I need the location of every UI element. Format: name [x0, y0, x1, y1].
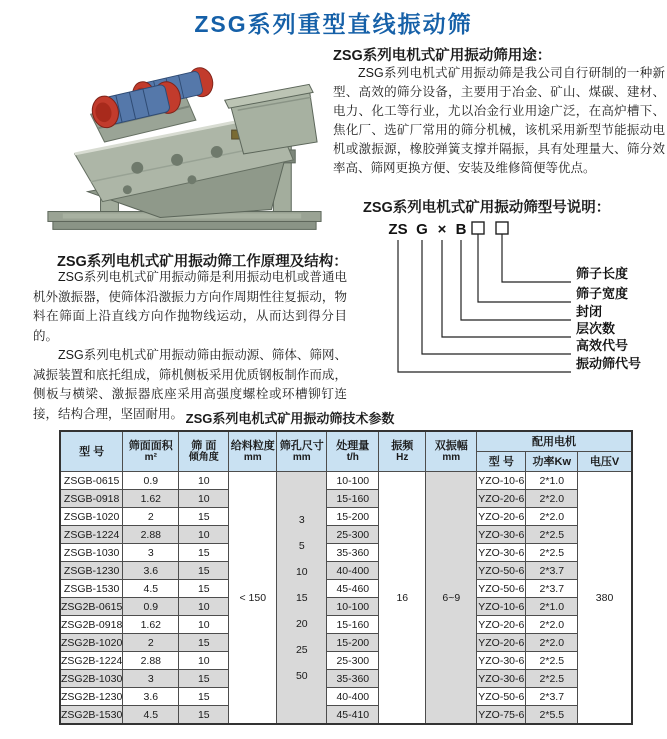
spec-table-body	[60, 472, 632, 725]
cell-motor-power: 2*1.0	[526, 472, 578, 490]
model-label-screencode: 振动筛代号	[576, 356, 642, 371]
cell-capacity: 10-100	[327, 598, 379, 616]
cell-model: ZSG2B-1224	[60, 652, 123, 670]
cell-incline: 15	[179, 562, 229, 580]
model-box-1-icon	[472, 222, 484, 234]
cell-capacity: 15-160	[327, 616, 379, 634]
table-row	[60, 652, 632, 670]
spec-table-head	[60, 431, 632, 472]
cell-model: ZSG2B-1530	[60, 706, 123, 725]
cell-motor-power: 2*3.7	[526, 688, 578, 706]
table-row	[60, 598, 632, 616]
table-row	[60, 526, 632, 544]
cell-frequency-merged: 16	[379, 472, 426, 725]
model-designation-heading: ZSG系列电机式矿用振动筛型号说明：	[363, 200, 611, 216]
cell-motor-model: YZO-20-6	[477, 490, 526, 508]
cell-motor-power: 2*2.5	[526, 670, 578, 688]
header-motor-model: 型 号	[477, 452, 526, 472]
cell-capacity: 35-360	[327, 670, 379, 688]
cell-area: 4.5	[123, 706, 179, 725]
cell-incline: 15	[179, 670, 229, 688]
cell-model: ZSG2B-1230	[60, 688, 123, 706]
table-row	[60, 616, 632, 634]
table-row	[60, 580, 632, 598]
cell-motor-model: YZO-30-6	[477, 526, 526, 544]
cell-area: 3	[123, 670, 179, 688]
cell-motor-model: YZO-10-6	[477, 598, 526, 616]
model-symbol-x: ×	[437, 221, 447, 238]
cell-model: ZSG2B-0615	[60, 598, 123, 616]
cell-incline: 15	[179, 508, 229, 526]
spec-table-title: ZSG系列电机式矿用振动筛技术参数	[185, 411, 395, 426]
cell-area: 2	[123, 634, 179, 652]
cell-motor-power: 2*2.5	[526, 652, 578, 670]
cell-motor-power: 2*1.0	[526, 598, 578, 616]
cell-motor-power: 2*2.0	[526, 490, 578, 508]
cell-incline: 15	[179, 580, 229, 598]
table-row	[60, 544, 632, 562]
model-symbol-g: G	[416, 221, 428, 238]
cell-motor-power: 2*3.7	[526, 562, 578, 580]
cell-incline: 15	[179, 688, 229, 706]
model-designation-diagram	[363, 214, 665, 390]
cell-mesh-size-merged: 3 5 10 15 20 25 50	[277, 472, 327, 725]
cell-area: 3.6	[123, 688, 179, 706]
cell-motor-power: 2*3.7	[526, 580, 578, 598]
cell-model: ZSGB-1230	[60, 562, 123, 580]
table-row	[60, 688, 632, 706]
cell-feed-size-merged: < 150	[229, 472, 277, 725]
cell-area: 2.88	[123, 652, 179, 670]
header-frequency: 振频 Hz	[379, 431, 426, 472]
table-row	[60, 508, 632, 526]
cell-area: 0.9	[123, 472, 179, 490]
cell-motor-power: 2*2.0	[526, 616, 578, 634]
model-symbol-b: B	[455, 221, 467, 238]
machine-photo	[33, 42, 331, 242]
model-label-width: 筛子宽度	[576, 286, 629, 301]
cell-incline: 10	[179, 472, 229, 490]
cell-model: ZSGB-1030	[60, 544, 123, 562]
cell-motor-power: 2*2.0	[526, 634, 578, 652]
header-mesh-size: 筛孔尺寸 mm	[277, 431, 327, 472]
cell-motor-power: 2*2.0	[526, 508, 578, 526]
cell-motor-model: YZO-75-6	[477, 706, 526, 725]
usage-body	[333, 64, 665, 178]
cell-capacity: 40-400	[327, 688, 379, 706]
cell-motor-model: YZO-30-6	[477, 670, 526, 688]
cell-incline: 10	[179, 616, 229, 634]
principle-heading: ZSG系列电机式矿用振动筛工作原理及结构：	[57, 254, 348, 270]
cell-incline: 15	[179, 706, 229, 725]
cell-capacity: 25-300	[327, 652, 379, 670]
cell-capacity: 15-200	[327, 634, 379, 652]
cell-area: 3.6	[123, 562, 179, 580]
cell-capacity: 15-160	[327, 490, 379, 508]
table-row	[60, 472, 632, 490]
cell-motor-model: YZO-50-6	[477, 562, 526, 580]
cell-motor-model: YZO-20-6	[477, 508, 526, 526]
header-area: 筛面面积 m²	[123, 431, 179, 472]
cell-area: 2	[123, 508, 179, 526]
cell-motor-model: YZO-30-6	[477, 544, 526, 562]
cell-area: 1.62	[123, 616, 179, 634]
model-label-layers: 层次数	[576, 321, 616, 336]
table-row	[60, 670, 632, 688]
header-motor-voltage: 电压V	[578, 452, 632, 472]
cell-capacity: 40-400	[327, 562, 379, 580]
cell-incline: 10	[179, 526, 229, 544]
cell-incline: 15	[179, 634, 229, 652]
cell-motor-power: 2*2.5	[526, 526, 578, 544]
cell-area: 0.9	[123, 598, 179, 616]
cell-incline: 15	[179, 544, 229, 562]
usage-heading: ZSG系列电机式矿用振动筛用途：	[333, 48, 552, 64]
cell-model: ZSG2B-0918	[60, 616, 123, 634]
cell-capacity: 15-200	[327, 508, 379, 526]
cell-motor-model: YZO-50-6	[477, 688, 526, 706]
principle-paragraph-1: ZSG系列电机式矿用振动筛是利用振动电机或普通电机外激振器，使筛体沿激振力方向作周期性往复振动，物料在筛面上沿直线方向作抛物线运动，从而达到得分目的。	[33, 270, 347, 343]
cell-motor-model: YZO-20-6	[477, 616, 526, 634]
model-label-efficiency: 高效代号	[576, 338, 629, 353]
page-title: ZSG系列重型直线振动筛	[194, 11, 473, 37]
cell-incline: 10	[179, 598, 229, 616]
cell-model: ZSGB-1530	[60, 580, 123, 598]
cell-motor-model: YZO-30-6	[477, 652, 526, 670]
cell-capacity: 35-360	[327, 544, 379, 562]
usage-paragraph: ZSG系列电机式矿用振动筛是我公司自行研制的一种新型、高效的筛分设备，主要用于冶金、矿山、煤碳、建材、电力、化工等行业，尤以冶金行业用途广泛，在高炉槽下、焦化厂、选矿厂常用的筛分机械，该机采用新型节能振动电机或激振源，橡胶弹簧支撑并隔振，具有处理量大、筛分效率高、筛网更换方便、安装及维修简便等优点。	[333, 66, 665, 175]
principle-paragraph-2: ZSG系列电机式矿用振动筛由振动源、筛体、筛网、减振装置和底托组成，筛机侧板采用优质钢板制作而成，侧板与横梁、激振器底座采用高强度螺栓或环槽铆钉连接，结构合理，坚固耐用。	[33, 348, 347, 421]
cell-capacity: 45-410	[327, 706, 379, 725]
cell-model: ZSG2B-1030	[60, 670, 123, 688]
cell-motor-model: YZO-50-6	[477, 580, 526, 598]
header-model: 型 号	[60, 431, 123, 472]
header-feed-size: 给料粒度 mm	[229, 431, 277, 472]
cell-capacity: 25-300	[327, 526, 379, 544]
principle-body	[33, 268, 347, 424]
table-row	[60, 562, 632, 580]
cell-area: 4.5	[123, 580, 179, 598]
cell-model: ZSGB-0615	[60, 472, 123, 490]
model-box-2-icon	[496, 222, 508, 234]
cell-area: 3	[123, 544, 179, 562]
model-symbol-zs: ZS	[388, 221, 408, 238]
table-row	[60, 706, 632, 725]
cell-area: 1.62	[123, 490, 179, 508]
header-incline: 筛 面 倾角度	[179, 431, 229, 472]
cell-motor-power: 2*2.5	[526, 544, 578, 562]
header-motor-power: 功率Kw	[526, 452, 578, 472]
header-amplitude: 双振幅 mm	[426, 431, 477, 472]
cell-area: 2.88	[123, 526, 179, 544]
cell-incline: 10	[179, 490, 229, 508]
model-label-length: 筛子长度	[576, 266, 629, 281]
cell-model: ZSGB-1020	[60, 508, 123, 526]
table-row	[60, 490, 632, 508]
cell-motor-model: YZO-10-6	[477, 472, 526, 490]
header-capacity: 处理量 t/h	[327, 431, 379, 472]
model-label-sealed: 封闭	[576, 304, 603, 319]
cell-motor-power: 2*5.5	[526, 706, 578, 725]
cell-model: ZSGB-1224	[60, 526, 123, 544]
cell-voltage-merged: 380	[578, 472, 632, 725]
cell-amplitude-merged: 6~9	[426, 472, 477, 725]
spec-table	[59, 430, 633, 725]
table-row	[60, 634, 632, 652]
cell-incline: 10	[179, 652, 229, 670]
cell-model: ZSG2B-1020	[60, 634, 123, 652]
cell-capacity: 45-460	[327, 580, 379, 598]
cell-model: ZSGB-0918	[60, 490, 123, 508]
cell-motor-model: YZO-20-6	[477, 634, 526, 652]
cell-capacity: 10-100	[327, 472, 379, 490]
header-motor-group: 配用电机	[477, 431, 632, 452]
